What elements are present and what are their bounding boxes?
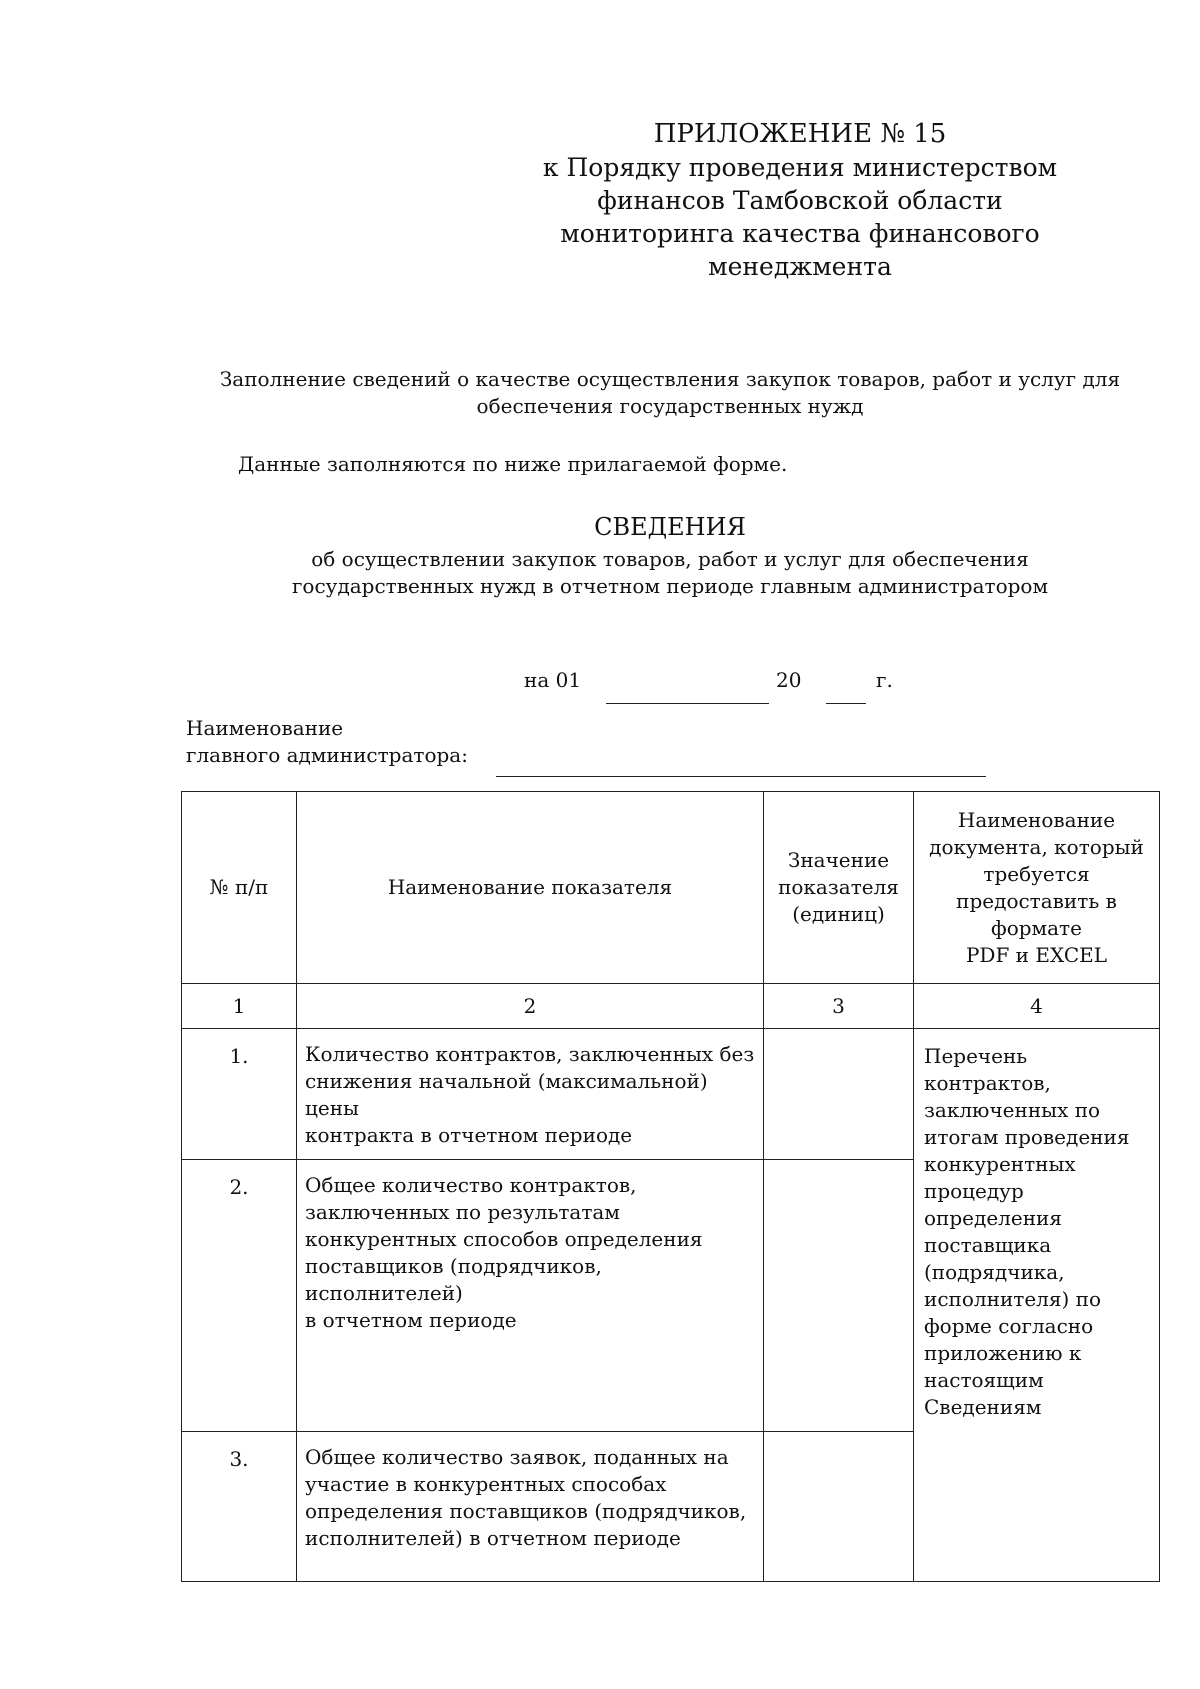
admin-label-line: Наименование — [186, 716, 344, 740]
table-row — [182, 1029, 1160, 1160]
indicator-value-cell[interactable] — [764, 1160, 914, 1432]
document-line: конкурентных — [924, 1152, 1076, 1176]
indicator-line: исполнителей) в отчетном периоде — [305, 1526, 681, 1550]
document-line: (подрядчика, — [924, 1260, 1065, 1284]
date-year-field[interactable] — [826, 703, 866, 704]
intro-note: Данные заполняются по ниже прилагаемой форме. — [238, 452, 788, 476]
intro-paragraph — [181, 366, 1159, 420]
row-number: 2. — [182, 1160, 297, 1432]
indicator-name — [297, 1029, 764, 1160]
indicator-value-cell[interactable] — [764, 1432, 914, 1582]
appendix-line: мониторинга качества финансового — [560, 219, 1040, 248]
document-line: процедур определения — [924, 1179, 1062, 1230]
admin-label-line: главного администратора: — [186, 743, 468, 767]
indicator-name — [297, 1160, 764, 1432]
document-line: форме согласно — [924, 1314, 1094, 1338]
table-header-row — [182, 792, 1160, 984]
form-heading: СВЕДЕНИЯ — [594, 513, 746, 541]
indicators-table — [181, 791, 1160, 1582]
intro-line: Заполнение сведений о качестве осуществления закупок товаров, работ и услуг для — [219, 367, 1121, 391]
indicator-line: поставщиков (подрядчиков, исполнителей) — [305, 1254, 602, 1305]
header-doc-line: предоставить в — [956, 888, 1117, 913]
date-prefix: на 01 — [524, 668, 582, 692]
header-doc-line: документа, который — [929, 834, 1144, 859]
indicator-line: конкурентных способов определения — [305, 1227, 703, 1251]
required-document-cell — [914, 1029, 1160, 1582]
indicator-line: Общее количество заявок, поданных на — [305, 1445, 729, 1469]
header-value-line: показателя — [778, 875, 899, 899]
document-line: поставщика — [924, 1233, 1052, 1257]
row-number: 3. — [182, 1432, 297, 1582]
document-line: настоящим Сведениям — [924, 1368, 1044, 1419]
header-value-line: (единиц) — [792, 902, 885, 926]
column-number: 4 — [914, 984, 1160, 1029]
intro-line: обеспечения государственных нужд — [476, 394, 864, 418]
header-doc-line: Наименование — [957, 807, 1116, 832]
date-suffix: г. — [876, 668, 893, 692]
subheading-line: об осуществлении закупок товаров, работ и услуг для обеспечения — [311, 547, 1029, 571]
date-day-month-field[interactable] — [606, 703, 769, 704]
subheading-line: государственных нужд в отчетном периоде главным администратором — [291, 574, 1049, 598]
header-doc — [914, 792, 1160, 984]
column-number: 3 — [764, 984, 914, 1029]
appendix-title: ПРИЛОЖЕНИЕ № 15 — [653, 119, 947, 149]
appendix-line: к Порядку проведения министерством — [542, 153, 1058, 182]
indicator-value-cell[interactable] — [764, 1029, 914, 1160]
indicator-line: определения поставщиков (подрядчиков, — [305, 1499, 747, 1523]
header-name: Наименование показателя — [297, 792, 764, 984]
document-line: исполнителя) по — [924, 1287, 1102, 1311]
document-line: приложению к — [924, 1341, 1082, 1365]
indicator-line: Общее количество контрактов, — [305, 1173, 637, 1197]
indicator-line: контракта в отчетном периоде — [305, 1123, 633, 1147]
document-line: Перечень контрактов, — [924, 1044, 1051, 1095]
column-number: 1 — [182, 984, 297, 1029]
header-no: № п/п — [182, 792, 297, 984]
column-number-row — [182, 984, 1160, 1029]
document-line: заключенных по — [924, 1098, 1101, 1122]
admin-name-field[interactable] — [496, 776, 986, 777]
document-line: итогам проведения — [924, 1125, 1130, 1149]
appendix-line: финансов Тамбовской области — [597, 186, 1003, 215]
appendix-header — [520, 118, 1080, 283]
header-doc-line: формате — [991, 915, 1082, 940]
row-number: 1. — [182, 1029, 297, 1160]
indicator-line: в отчетном периоде — [305, 1308, 517, 1332]
admin-label — [186, 715, 468, 769]
header-value — [764, 792, 914, 984]
indicator-line: снижения начальной (максимальной) цены — [305, 1069, 708, 1120]
header-doc-line: требуется — [983, 861, 1090, 886]
indicator-line: участие в конкурентных способах — [305, 1472, 667, 1496]
appendix-line: менеджмента — [708, 252, 892, 281]
header-value-line: Значение — [787, 848, 890, 872]
form-subheading — [181, 546, 1159, 600]
indicator-name — [297, 1432, 764, 1582]
date-year-prefix: 20 — [776, 668, 802, 692]
indicator-line: заключенных по результатам — [305, 1200, 620, 1224]
header-doc-line: PDF и EXCEL — [965, 942, 1108, 967]
indicator-line: Количество контрактов, заключенных без — [305, 1042, 755, 1066]
column-number: 2 — [297, 984, 764, 1029]
